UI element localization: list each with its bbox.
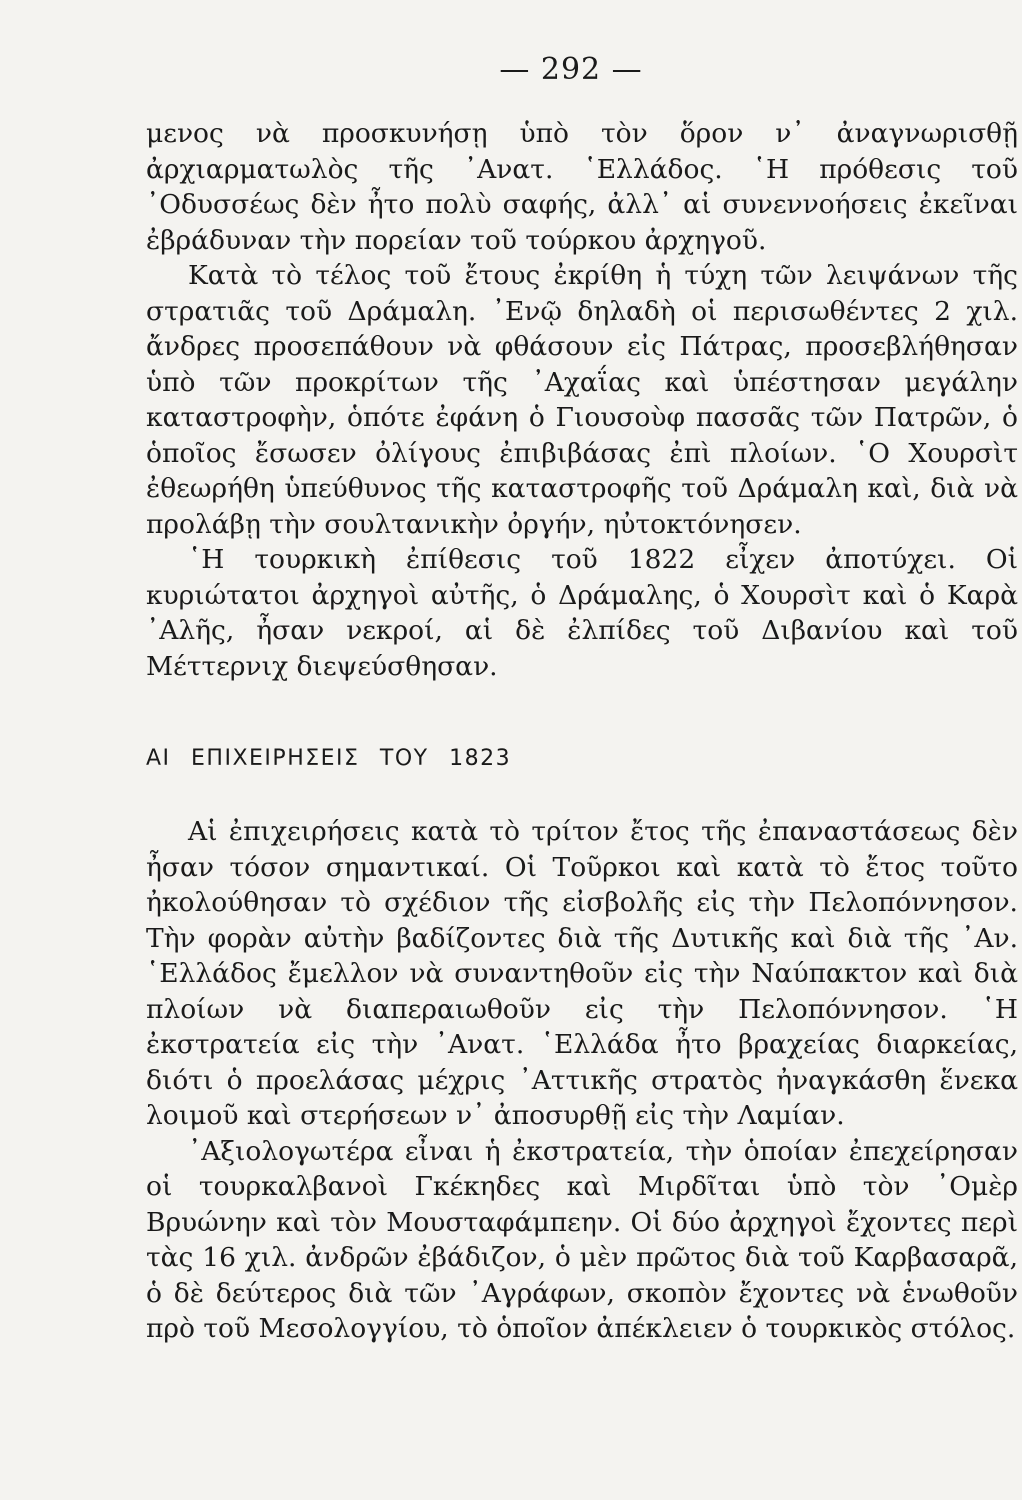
paragraph-3: ῾Η τουρκικὴ ἐπίθεσις τοῦ 1822 εἶχεν ἀποτύχει. Οἱ κυριώτατοι ἀρχηγοὶ αὐτῆς, ὁ Δράμαλης, ὁ Χουρσὶτ καὶ ὁ Καρὰ ᾿Αλῆς, ἦσαν νεκροί, αἱ δὲ ἐλπίδες τοῦ Διβανίου καὶ τοῦ Μέττερνιχ διεψεύσθησαν. xyxy=(146,544,1018,682)
paragraph-2: Κατὰ τὸ τέλος τοῦ ἔτους ἐκρίθη ἡ τύχη τῶν λειψάνων τῆς στρατιᾶς τοῦ Δράμαλη. ᾿Ενῷ δηλαδὴ οἱ περισωθέντες 2 χιλ. ἄνδρες προσεπάθουν νὰ φθάσουν εἰς Πάτρας, προσεβλήθησαν ὑπὸ τῶν προκρίτων τῆς ᾿Αχαΐας καὶ ὑπέστησαν μεγάλην καταστροφὴν, ὁπότε ἐφάνη ὁ Γιουσοὺφ πασσᾶς τῶν Πατρῶν, ὁ ὁποῖος ἔσωσεν ὀλίγους ἐπιβιβάσας ἐπὶ πλοίων. ῾Ο Χουρσὶτ ἐθεωρήθη ὑπεύθυνος τῆς καταστροφῆς τοῦ Δράμαλη καὶ, διὰ νὰ προλάβῃ τὴν σουλτανικὴν ὀργήν, ηὐτοκτόνησεν. xyxy=(146,260,1018,540)
section-1-text xyxy=(146,116,1018,684)
section-heading: ΑΙ ΕΠΙΧΕΙΡΗΣΕΙΣ ΤΟΥ 1823 xyxy=(146,746,512,771)
paragraph-4: Αἱ ἐπιχειρήσεις κατὰ τὸ τρίτον ἔτος τῆς ἐπαναστάσεως δὲν ἦσαν τόσον σημαντικαί. Οἱ Τοῦρκοι καὶ κατὰ τὸ ἔτος τοῦτο ἠκολούθησαν τὸ σχέδιον τῆς εἰσβολῆς εἰς τὴν Πελοπόννησον. Τὴν φορὰν αὐτὴν βαδίζοντες διὰ τῆς Δυτικῆς καὶ διὰ τῆς ᾿Αν. ῾Ελλάδος ἔμελλον νὰ συναντηθοῦν εἰς τὴν Ναύπακτον καὶ διὰ πλοίων νὰ διαπεραιωθοῦν εἰς τὴν Πελοπόννησον. ῾Η ἐκστρατεία εἰς τὴν ᾿Ανατ. ῾Ελλάδα ἦτο βραχείας διαρκείας, διότι ὁ προελάσας μέχρις ᾿Αττικῆς στρατὸς ἠναγκάσθη ἕνεκα λοιμοῦ καὶ στερήσεων ν᾽ ἀποσυρθῇ εἰς τὴν Λαμίαν. xyxy=(146,816,1018,1131)
paragraph-5: ᾿Αξιολογωτέρα εἶναι ἡ ἐκστρατεία, τὴν ὁποίαν ἐπεχείρησαν οἱ τουρκαλβανοὶ Γκέκηδες καὶ Μιρδῖται ὑπὸ τὸν ᾿Ομὲρ Βρυώνην καὶ τὸν Μουσταφάμπεην. Οἱ δύο ἀρχηγοὶ ἔχοντες περὶ τὰς 16 χιλ. ἀνδρῶν ἐβάδιζον, ὁ μὲν πρῶτος διὰ τοῦ Καρβασαρᾶ, ὁ δὲ δεύτερος διὰ τῶν ᾿Αγράφων, σκοπὸν ἔχοντες νὰ ἑνωθοῦν πρὸ τοῦ Μεσολογγίου, τὸ ὁποῖον ἀπέκλειεν ὁ τουρκικὸς στόλος. xyxy=(146,1135,1018,1344)
section-2-text xyxy=(146,814,1018,1347)
page-number: — 292 — xyxy=(499,52,643,87)
paragraph-1: μενος νὰ προσκυνήσῃ ὑπὸ τὸν ὅρον ν᾽ ἀναγνωρισθῇ ἀρχιαρματωλὸς τῆς ᾿Ανατ. ῾Ελλάδος. ῾Η πρόθεσις τοῦ ᾿Οδυσσέως δὲν ἦτο πολὺ σαφής, ἀλλ᾽ αἱ συνεννοήσεις ἐκεῖναι ἐβράδυναν τὴν πορείαν τοῦ τούρκου ἀρχηγοῦ. xyxy=(146,118,1018,256)
